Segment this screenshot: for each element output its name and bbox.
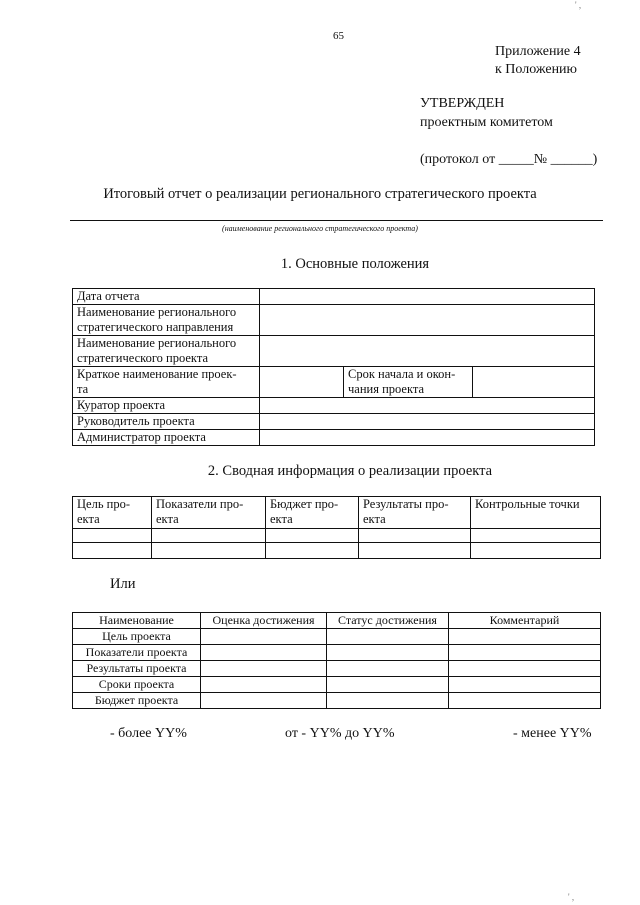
- table-row: [73, 305, 595, 336]
- document-title: Итоговый отчет о реализации регионального стратегического проекта: [103, 186, 537, 202]
- label-project-line2: стратегического проекта: [77, 351, 208, 365]
- header-indicators: [152, 497, 266, 529]
- legend-high: - более YY%: [110, 726, 187, 741]
- summary-table: [72, 496, 601, 559]
- header-checkpoints: [471, 497, 601, 529]
- row-label: Показатели проекта: [73, 645, 201, 661]
- row-label: Цель проекта: [73, 629, 201, 645]
- header-budget-line1: Бюджет про-: [270, 497, 339, 511]
- header-results-line2: екта: [363, 512, 386, 526]
- table-row: [73, 430, 595, 446]
- appendix-line-2: к Положению: [495, 62, 578, 77]
- header-status: Статус достижения: [327, 613, 449, 629]
- label-direction: [73, 305, 260, 336]
- label-curator: Куратор проекта: [73, 398, 260, 414]
- header-goal-line2: екта: [77, 512, 100, 526]
- row-label: Бюджет проекта: [73, 693, 201, 709]
- section2-heading: 2. Сводная информация о реализации проекта: [207, 463, 493, 479]
- legend-mid: от - YY% до YY%: [285, 726, 395, 741]
- legend-low: - менее YY%: [513, 726, 592, 741]
- row-label: Результаты проекта: [73, 661, 201, 677]
- table-row: [73, 398, 595, 414]
- header-results: [359, 497, 471, 529]
- table-row: [73, 543, 601, 559]
- header-goal-line1: Цель про-: [77, 497, 130, 511]
- header-goal: [73, 497, 152, 529]
- appendix-line-1: Приложение 4: [495, 44, 581, 59]
- table-row: [73, 693, 601, 709]
- label-report-date: Дата отчета: [73, 289, 260, 305]
- label-direction-line1: Наименование регионального: [77, 305, 237, 319]
- corner-mark-top: ' ,: [575, 0, 582, 10]
- evaluation-table: [72, 612, 601, 709]
- label-short-name-line2: та: [77, 382, 89, 396]
- table-row: [73, 414, 595, 430]
- table-row: [73, 629, 601, 645]
- approval-stamp: [420, 94, 553, 132]
- value-cell: [260, 414, 595, 430]
- header-comment: Комментарий: [449, 613, 601, 629]
- header-checkpoints-line1: Контрольные точки: [475, 497, 580, 511]
- table-row: [73, 367, 595, 398]
- label-project-line1: Наименование регионального: [77, 336, 237, 350]
- approval-line-1: УТВЕРЖДЕН: [420, 96, 505, 111]
- label-term: [344, 367, 473, 398]
- appendix-reference: [495, 43, 581, 79]
- table-header-row: [73, 613, 601, 629]
- header-name: Наименование: [73, 613, 201, 629]
- row-label: Сроки проекта: [73, 677, 201, 693]
- header-results-line1: Результаты про-: [363, 497, 449, 511]
- label-leader: Руководитель проекта: [73, 414, 260, 430]
- table-row: [73, 645, 601, 661]
- section1-heading: 1. Основные положения: [280, 256, 430, 272]
- label-project: [73, 336, 260, 367]
- value-cell: [260, 367, 344, 398]
- label-term-line2: чания проекта: [348, 382, 425, 396]
- label-direction-line2: стратегического направления: [77, 320, 234, 334]
- title-underline: [70, 220, 603, 221]
- label-term-line1: Срок начала и окон-: [348, 367, 456, 381]
- header-indicators-line1: Показатели про-: [156, 497, 244, 511]
- approval-protocol: (протокол от _____№ ______): [420, 152, 598, 167]
- value-cell: [260, 430, 595, 446]
- basic-info-table: [72, 288, 595, 446]
- header-assessment: Оценка достижения: [201, 613, 327, 629]
- table-row: [73, 529, 601, 543]
- table-row: [73, 661, 601, 677]
- header-budget: [266, 497, 359, 529]
- label-administrator: Администратор проекта: [73, 430, 260, 446]
- table-row: [73, 336, 595, 367]
- header-indicators-line2: екта: [156, 512, 179, 526]
- title-caption: (наименование регионального стратегического проекта): [222, 224, 418, 233]
- value-cell: [260, 336, 595, 367]
- or-label: Или: [110, 576, 136, 592]
- value-cell: [260, 398, 595, 414]
- header-budget-line2: екта: [270, 512, 293, 526]
- table-row: [73, 677, 601, 693]
- table-row: [73, 289, 595, 305]
- corner-mark-bottom: ' ,: [568, 892, 575, 902]
- approval-line-2: проектным комитетом: [420, 115, 553, 130]
- value-cell: [260, 305, 595, 336]
- value-cell: [473, 367, 595, 398]
- table-header-row: [73, 497, 601, 529]
- label-short-name: [73, 367, 260, 398]
- label-short-name-line1: Краткое наименование проек-: [77, 367, 237, 381]
- page-number: 65: [333, 30, 344, 42]
- value-cell: [260, 289, 595, 305]
